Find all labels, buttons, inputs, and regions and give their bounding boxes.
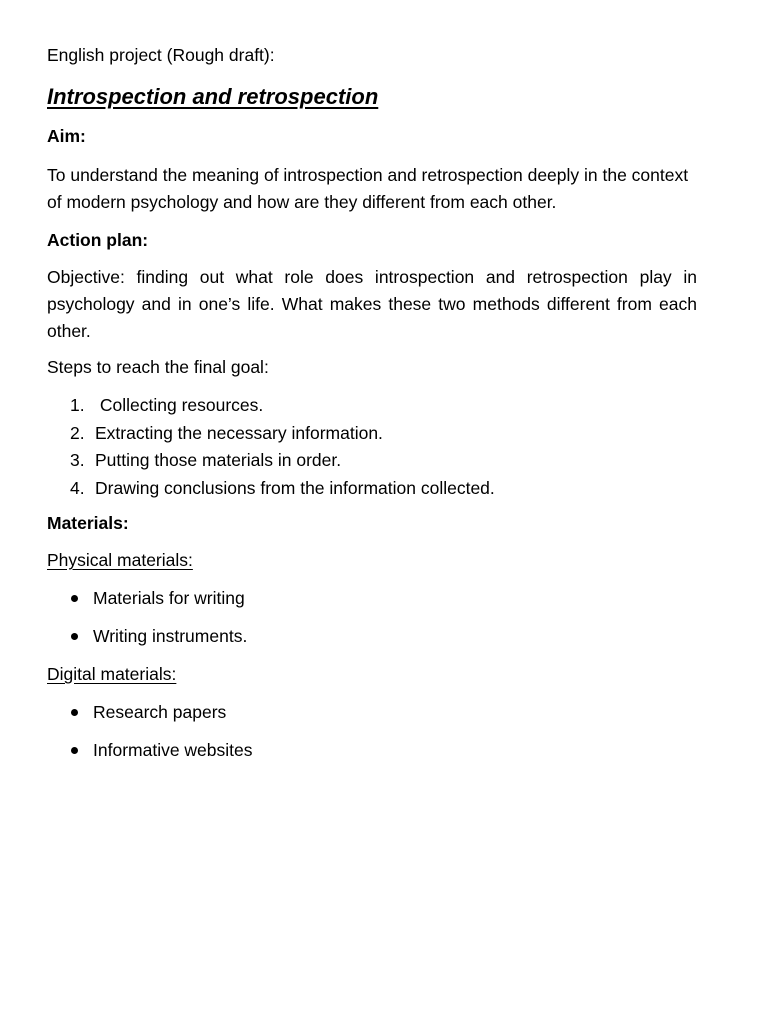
bullet-icon: [71, 709, 78, 716]
step-text: Putting those materials in order.: [95, 450, 342, 470]
physical-materials-heading: Physical materials:: [47, 550, 193, 570]
objective-text: Objective: finding out what role does introspection and retrospection play in psychology and in one’s life. What makes these two methods different from each other.: [47, 267, 697, 341]
document-header-line: English project (Rough draft):: [47, 45, 275, 65]
digital-materials-heading: Digital materials:: [47, 664, 177, 684]
list-item-text: Research papers: [93, 702, 227, 722]
step-text: Drawing conclusions from the information collected.: [95, 477, 495, 498]
bullet-icon: [71, 633, 78, 640]
action-plan-heading: Action plan:: [47, 230, 149, 250]
step-number: 1.: [70, 395, 85, 415]
list-item-text: Materials for writing: [93, 588, 245, 608]
step-number: 3.: [70, 450, 85, 470]
aim-heading: Aim:: [47, 126, 86, 146]
step-number: 2.: [70, 422, 85, 443]
bullet-icon: [71, 747, 78, 754]
steps-intro: Steps to reach the final goal:: [47, 357, 269, 377]
step-number: 4.: [70, 477, 85, 498]
step-text: Extracting the necessary information.: [95, 422, 383, 443]
list-item-text: Informative websites: [93, 740, 253, 760]
bullet-icon: [71, 595, 78, 602]
step-text: Collecting resources.: [95, 395, 264, 415]
document-title: Introspection and retrospection: [47, 84, 379, 109]
materials-heading: Materials:: [47, 513, 129, 533]
list-item-text: Writing instruments.: [93, 626, 248, 646]
aim-text: To understand the meaning of introspection and retrospection deeply in the context of modern psychology and how are they different from each other.: [47, 165, 689, 212]
